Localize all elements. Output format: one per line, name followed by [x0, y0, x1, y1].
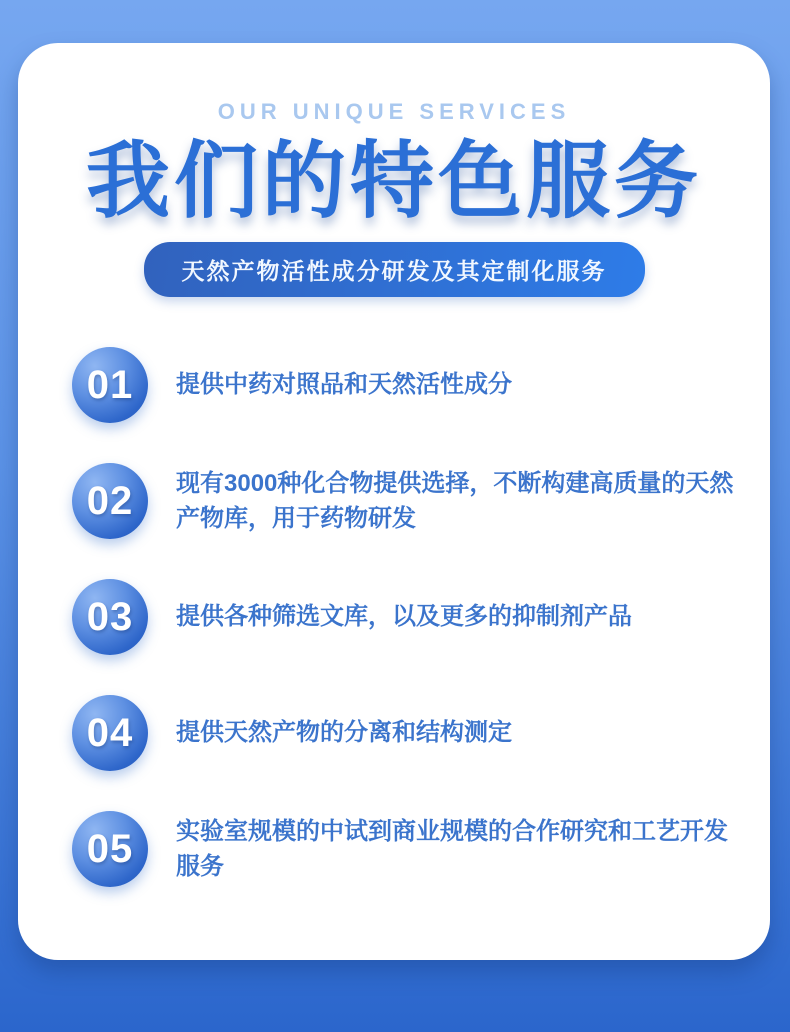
services-card — [18, 43, 770, 960]
service-number-badge — [72, 347, 148, 423]
service-number: 01 — [86, 362, 134, 407]
service-number-badge — [72, 463, 148, 539]
service-item — [72, 695, 770, 771]
service-text: 提供各种筛选文库，以及更多的抑制剂产品 — [176, 603, 632, 631]
service-number-badge — [72, 579, 148, 655]
service-number-badge — [72, 811, 148, 887]
eyebrow-text: OUR UNIQUE SERVICES — [217, 99, 571, 124]
service-item — [72, 579, 770, 655]
service-number: 05 — [86, 826, 134, 871]
service-item — [72, 463, 770, 539]
service-number: 02 — [86, 478, 134, 523]
service-text: 提供中药对照品和天然活性成分 — [176, 371, 512, 399]
services-list — [72, 347, 770, 887]
service-number-badge — [72, 695, 148, 771]
service-item — [72, 811, 770, 887]
page-title: 我们的特色服务 — [85, 134, 702, 228]
service-text: 实验室规模的中试到商业规模的合作研究和工艺开发服务 — [176, 817, 728, 881]
service-number: 03 — [86, 594, 134, 639]
subtitle-banner: 天然产物活性成分研发及其定制化服务 — [144, 242, 645, 297]
service-number: 04 — [86, 710, 134, 755]
service-item — [72, 347, 770, 423]
service-text: 提供天然产物的分离和结构测定 — [176, 719, 512, 747]
service-text: 现有3000种化合物提供选择，不断构建高质量的天然产物库，用于药物研发 — [176, 469, 734, 533]
